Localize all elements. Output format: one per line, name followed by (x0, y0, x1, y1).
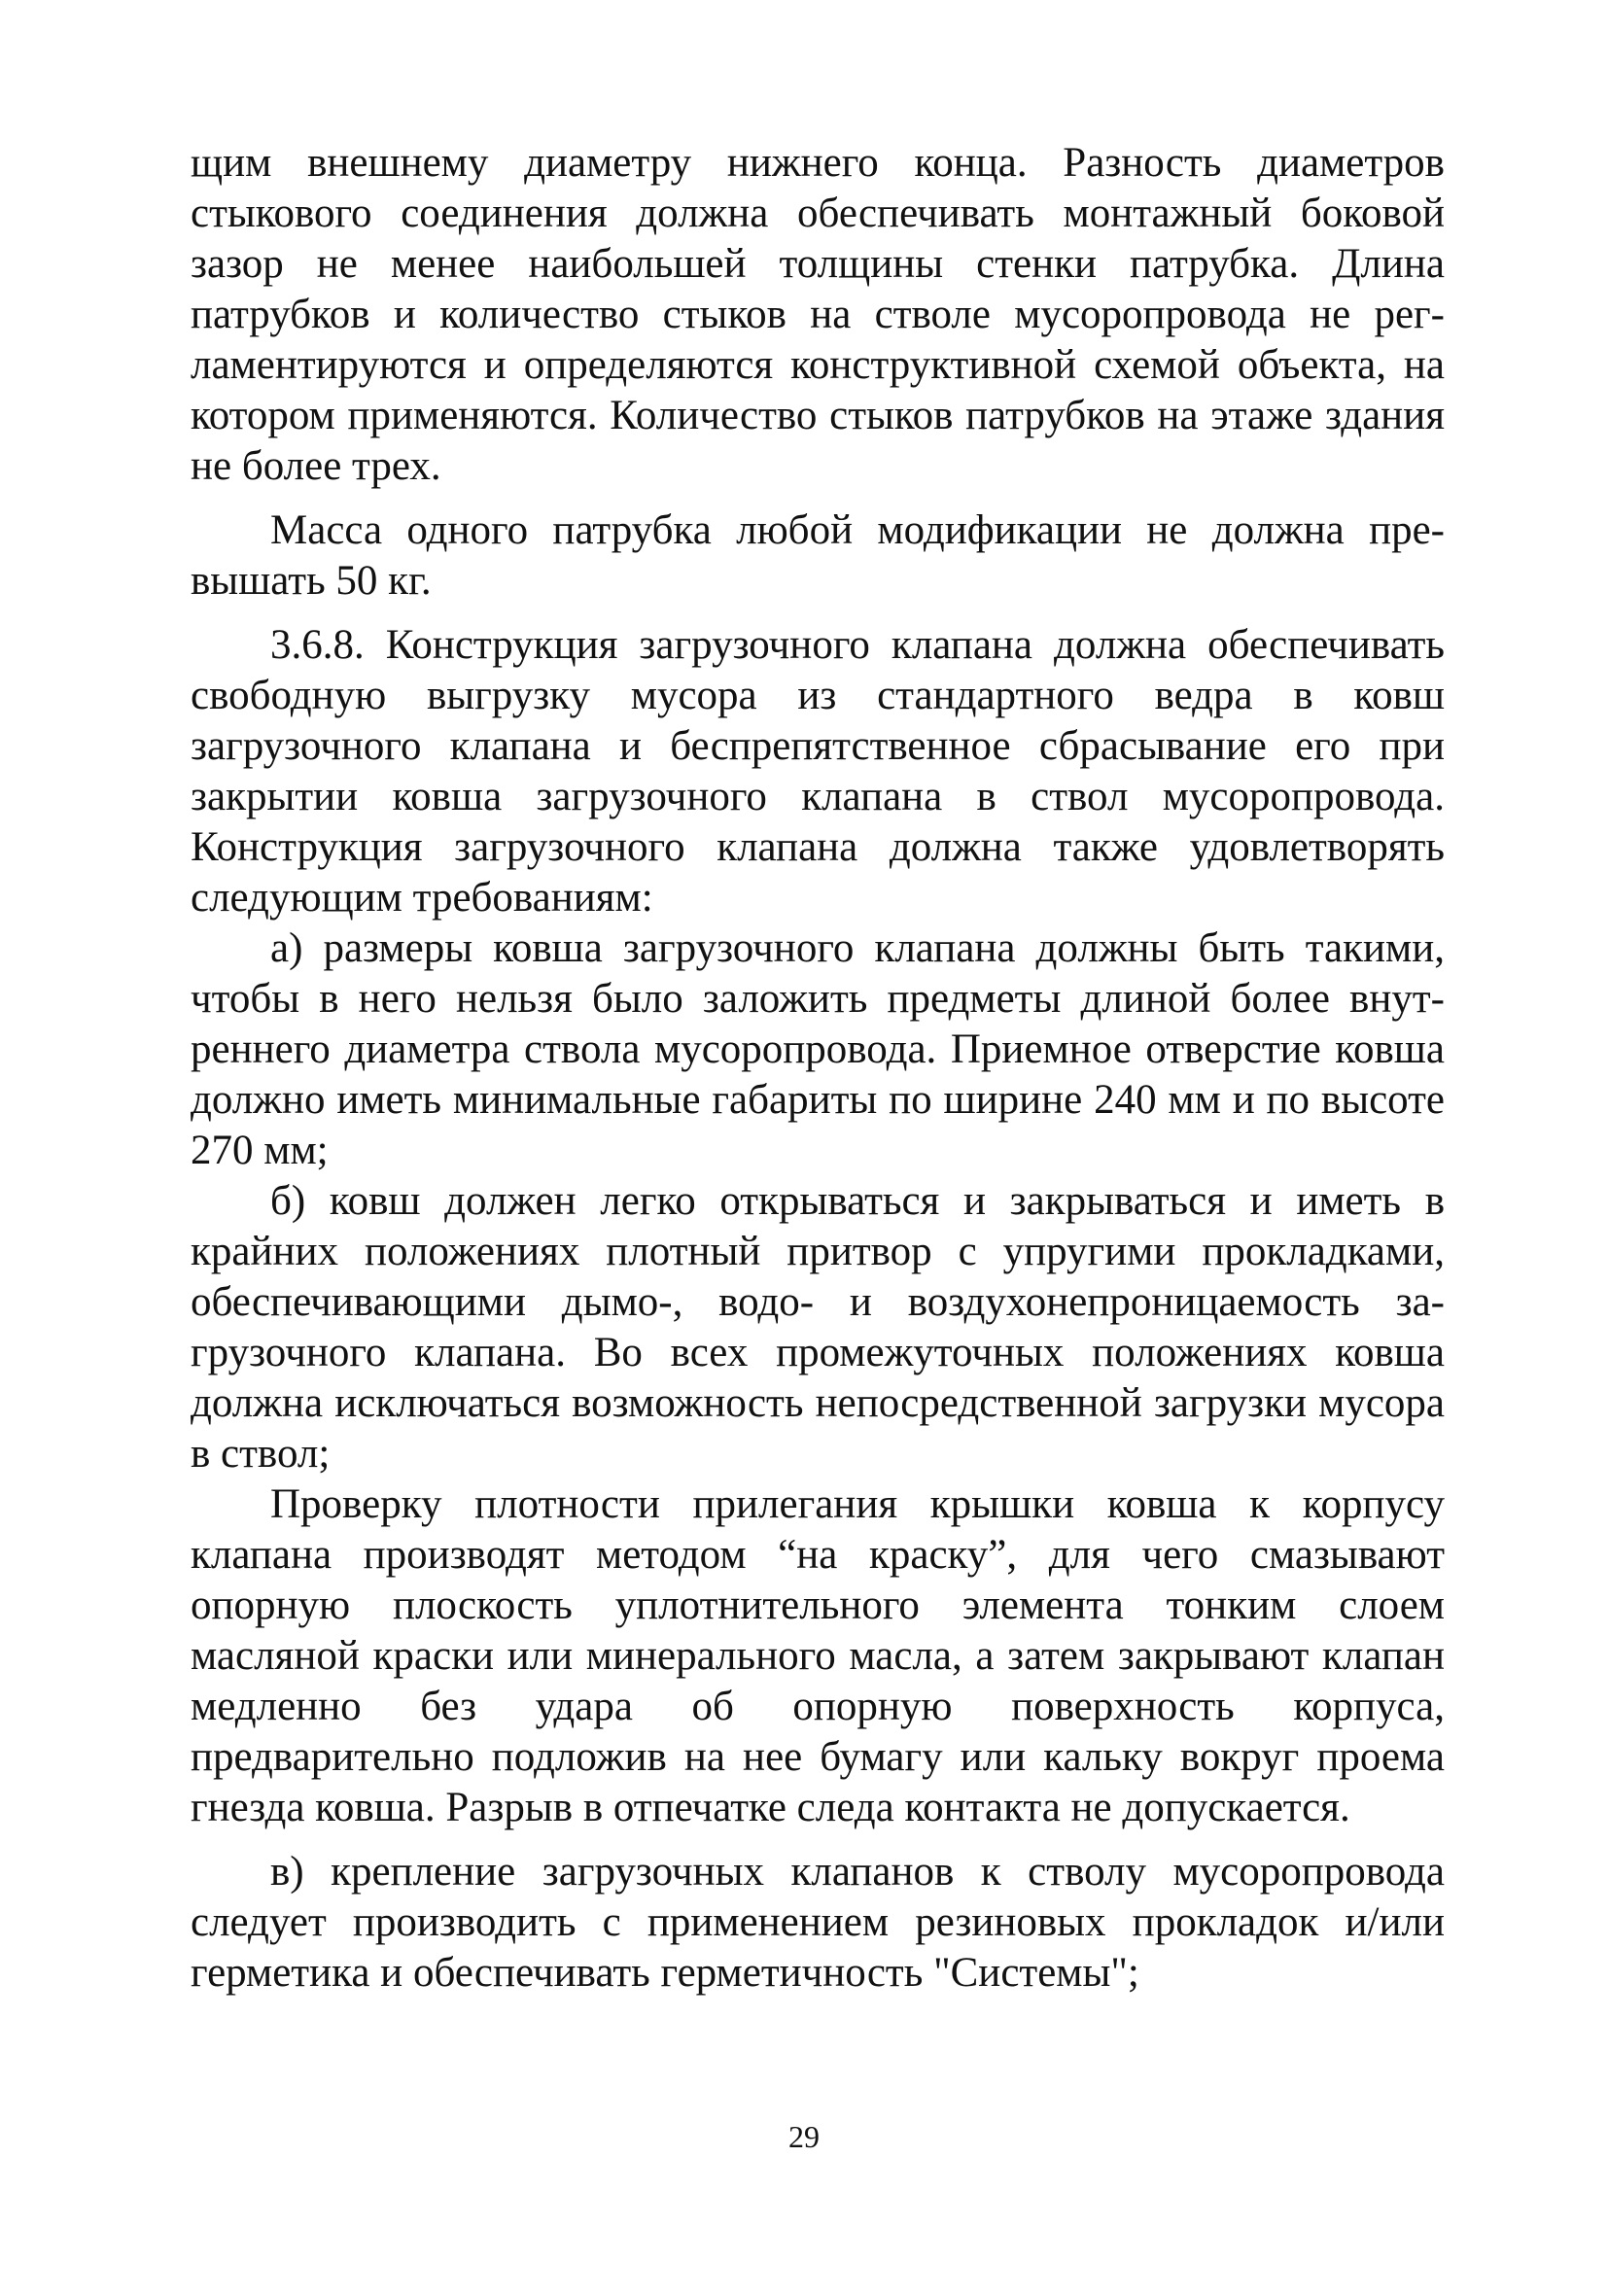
paragraph-mass: Масса одного патрубка любой модификации не должна превышать 50 кг. (191, 507, 1445, 604)
paragraph-item-b: б) ковш должен легко открываться и закрываться и иметь в крайних положениях плотный притвор с упругими прокладками, обеспечивающими дымо-, водо- и воздухонепроницаемость загрузочного клапана. Во всех промежуточных положениях ковша должна исключаться возможность непосредственной загрузки мусора в ствол; (191, 1178, 1445, 1477)
page-number: 29 (788, 2119, 820, 2154)
paragraph-section-3-6-8: 3.6.8. Конструкция загрузочного клапана должна обеспечивать свободную выгрузку мусора из стандартного ведра в ковш загрузочного клапана и беспрепятственное сбрасывание его при закрытии ковша загрузочного клапана в ствол мусоропровода. Конструкция загрузочного клапана должна также удовлетворять следующим требованиям: (191, 622, 1445, 921)
paragraph-continuation: щим внешнему диаметру нижнего конца. Разность диаметров стыкового соединения должна обеспечивать монтажный боковой зазор не менее наибольшей толщины стенки патрубка. Длина патрубков и количество стыков на стволе мусоропровода не регламентируются и определяются конструктивной схемой объекта, на котором применяются. Количество стыков патрубков на этаже здания не более трех. (191, 140, 1445, 489)
paragraph-check: Проверку плотности прилегания крышки ковша к корпусу клапана производят методом “на краску”, для чего смазывают опорную плоскость уплотнительного элемента тонким слоем масляной краски или минерального масла, а затем закрывают клапан медленно без удара об опорную поверхность корпуса, предварительно подложив на нее бумагу или кальку вокруг проема гнезда ковша. Разрыв в отпечатке следа контакта не допускается. (191, 1481, 1445, 1830)
document-body (191, 138, 1445, 1999)
paragraph-item-a: а) размеры ковша загрузочного клапана должны быть такими, чтобы в него нельзя было заложить предметы длиной более внутреннего диаметра ствола мусоропровода. Приемное отверстие ковша должно иметь минимальные габариты по ширине 240 мм и по высоте 270 мм; (191, 925, 1445, 1173)
paragraph-item-v: в) крепление загрузочных клапанов к стволу мусоропровода следует производить с применением резиновых прокладок и/или герметика и обеспечивать герметичность "Системы"; (191, 1849, 1445, 1996)
